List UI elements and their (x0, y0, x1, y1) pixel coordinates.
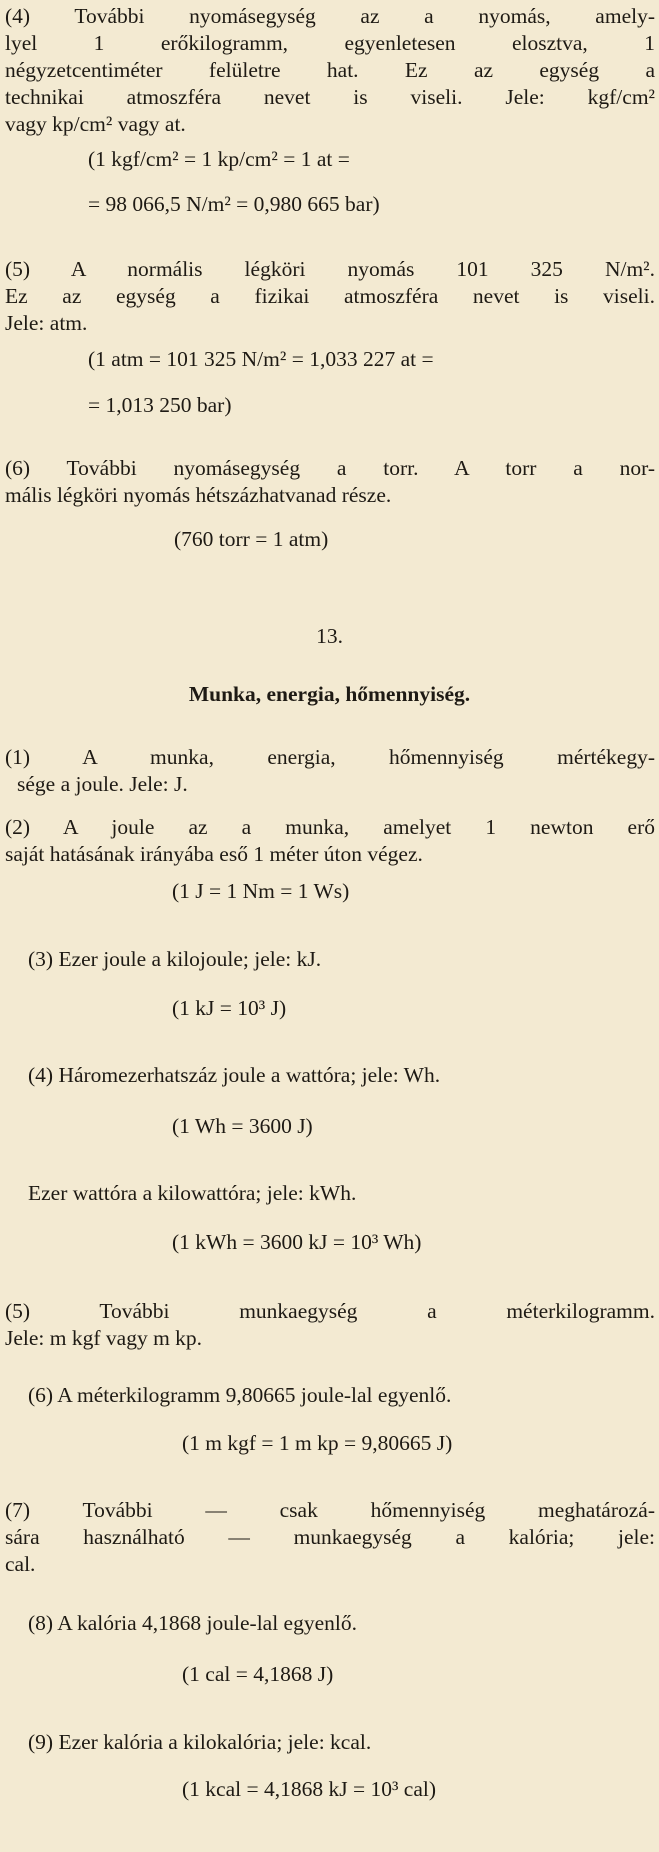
formula-kaloria: (1 cal = 4,1868 J) (182, 1662, 334, 1686)
formula-joule: (1 J = 1 Nm = 1 Ws) (172, 879, 350, 903)
section13-paragraph-2 (5, 814, 655, 868)
text-line: négyzetcentiméter felületre hat. Ez az egység a (5, 58, 655, 82)
section13-paragraph-3: (3) Ezer joule a kilojoule; jele: kJ. (28, 947, 322, 971)
section13-paragraph-1 (5, 744, 655, 798)
text-line: vagy kp/cm² vagy at. (5, 112, 186, 136)
text-line: Jele: atm. (5, 311, 88, 335)
text-line: lyel 1 erőkilogramm, egyenletesen elosztva, 1 (5, 31, 655, 55)
paragraph-6-torr (5, 455, 655, 509)
section13-paragraph-4: (4) Háromezerhatszáz joule a wattóra; jele: Wh. (28, 1063, 441, 1087)
text-line: (6) További nyomásegység a torr. A torr a nor- (5, 456, 655, 480)
text-line: technikai atmoszféra nevet is viseli. Jele: kgf/cm² (5, 85, 655, 109)
text-line: cal. (5, 1552, 36, 1576)
text-line: (4) További nyomásegység az a nyomás, amely- (5, 4, 655, 28)
section-title: Munka, energia, hőmennyiség. (188, 682, 471, 706)
formula-kilokaloria: (1 kcal = 4,1868 kJ = 10³ cal) (182, 1777, 437, 1801)
formula-atm: (1 atm = 101 325 N/m² = 1,033 227 at = (88, 347, 434, 371)
section13-paragraph-6: (6) A méterkilogramm 9,80665 joule-lal egyenlő. (28, 1383, 452, 1407)
formula-at: (1 kgf/cm² = 1 kp/cm² = 1 at = (88, 147, 350, 171)
text-line: (7) További — csak hőmennyiség meghatározá- (5, 1498, 655, 1522)
text-line: Ez az egység a fizikai atmoszféra nevet is viseli. (5, 284, 655, 308)
formula-atm-cont: = 1,013 250 bar) (88, 393, 232, 417)
text-line: sára használható — munkaegység a kalória; jele: (5, 1525, 655, 1549)
section13-paragraph-7 (5, 1497, 655, 1578)
formula-kilowattora: (1 kWh = 3600 kJ = 10³ Wh) (172, 1230, 422, 1254)
text-line: (5) A normális légköri nyomás 101 325 N/m². (5, 257, 655, 281)
formula-kilojoule: (1 kJ = 10³ J) (172, 996, 287, 1020)
text-line: (1) A munka, energia, hőmennyiség mértékegy- (5, 745, 655, 769)
formula-torr: (760 torr = 1 atm) (174, 527, 329, 551)
section-number: 13. (316, 624, 343, 648)
paragraph-4-pressure-unit (5, 3, 655, 138)
text-line: saját hatásának irányába eső 1 méter úton végez. (5, 842, 423, 866)
formula-at-cont: = 98 066,5 N/m² = 0,980 665 bar) (88, 192, 380, 216)
text-line: Jele: m kgf vagy m kp. (5, 1326, 203, 1350)
section13-paragraph-8: (8) A kalória 4,1868 joule-lal egyenlő. (28, 1611, 357, 1635)
paragraph-5-atm (5, 256, 655, 337)
section13-paragraph-9: (9) Ezer kalória a kilokalória; jele: kcal. (28, 1730, 372, 1754)
text-line: (2) A joule az a munka, amelyet 1 newton erő (5, 815, 655, 839)
text-line: (5) További munkaegység a méterkilogramm. (5, 1299, 655, 1323)
section13-paragraph-4b: Ezer wattóra a kilowattóra; jele: kWh. (28, 1181, 357, 1205)
text-line: mális légköri nyomás hétszázhatvanad része. (5, 483, 392, 507)
section13-paragraph-5 (5, 1298, 655, 1352)
formula-meterkilogramm: (1 m kgf = 1 m kp = 9,80665 J) (182, 1431, 453, 1455)
formula-wattora: (1 Wh = 3600 J) (172, 1114, 313, 1138)
text-line: sége a joule. Jele: J. (17, 772, 188, 796)
